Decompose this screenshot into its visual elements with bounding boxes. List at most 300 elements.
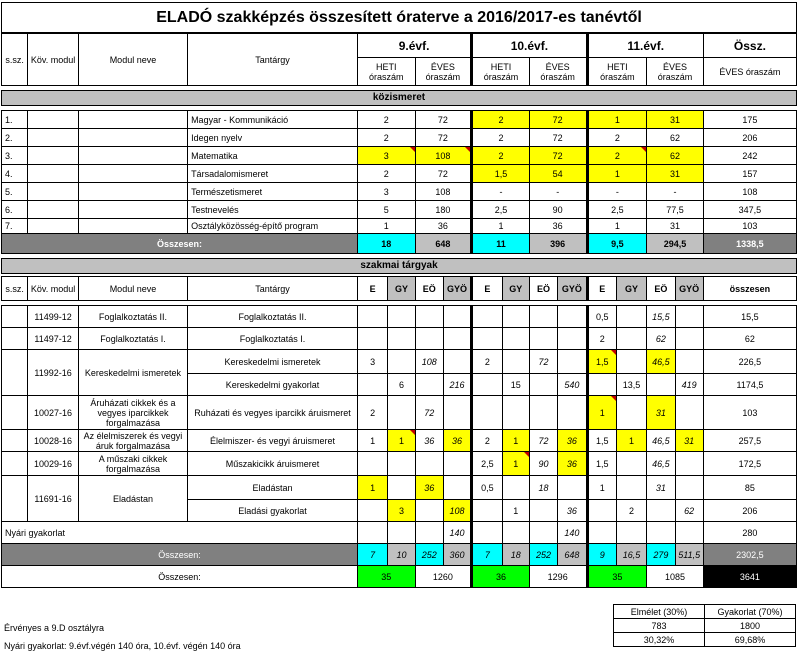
- subject-name: Idegen nyelv: [188, 129, 358, 147]
- hours-cell: 72: [415, 165, 472, 183]
- hours-cell: [529, 500, 557, 522]
- col-header-modul: Modul neve: [78, 34, 187, 86]
- col-header-kov: Köv. modul: [28, 34, 79, 86]
- hours-cell: [529, 522, 557, 544]
- col-header-kov: Köv. modul: [28, 277, 79, 301]
- hours-cell: 18: [529, 476, 557, 500]
- hours-cell: 15,5: [647, 306, 675, 328]
- hours-cell: [388, 328, 415, 350]
- hours-cell: [502, 522, 529, 544]
- modul-cell: [78, 201, 187, 219]
- total-cell: 36: [472, 566, 530, 588]
- hours-cell: [675, 350, 703, 374]
- subject-name: Kereskedelmi ismeretek: [188, 350, 358, 374]
- modul-cell: [78, 219, 187, 234]
- subject-name: Élelmiszer- és vegyi áruismeret: [188, 430, 358, 452]
- hours-cell: 216: [443, 374, 471, 396]
- curriculum-table-body: [2, 34, 797, 588]
- col-header-ssz: s.sz.: [2, 277, 28, 301]
- hours-cell: 13,5: [616, 374, 646, 396]
- hours-cell: [587, 522, 616, 544]
- hours-cell: [675, 476, 703, 500]
- gyakorlat-pct: 69,68%: [705, 633, 796, 647]
- subject-name: Kereskedelmi gyakorlat: [188, 374, 358, 396]
- col-header-type: GYÖ: [675, 277, 703, 301]
- hours-cell: 5: [357, 201, 415, 219]
- hours-cell: [388, 522, 415, 544]
- note-class: Érvényes a 9.D osztályra: [4, 623, 105, 633]
- row-number: [2, 306, 28, 328]
- kov-modul-cell: [28, 165, 79, 183]
- hours-cell: 2: [357, 111, 415, 129]
- module-name: Foglalkoztatás II.: [78, 306, 187, 328]
- hours-cell: 242: [703, 147, 796, 165]
- hours-cell: -: [647, 183, 704, 201]
- hours-cell: [616, 328, 646, 350]
- subject-name: Foglalkoztatás II.: [188, 306, 358, 328]
- hours-cell: 280: [703, 522, 796, 544]
- hours-cell: [647, 500, 675, 522]
- hours-cell: 62: [647, 129, 704, 147]
- hours-cell: 206: [703, 129, 796, 147]
- hours-cell: 31: [647, 165, 704, 183]
- col-header-type: GY: [616, 277, 646, 301]
- hours-cell: 1: [502, 452, 529, 476]
- hours-cell: 172,5: [703, 452, 796, 476]
- hours-cell: [529, 396, 557, 430]
- hours-cell: 46,5: [647, 350, 675, 374]
- hours-cell: 2: [472, 147, 530, 165]
- hours-cell: 108: [415, 183, 472, 201]
- hours-cell: [502, 476, 529, 500]
- hours-cell: 2: [472, 111, 530, 129]
- row-number: 4.: [2, 165, 28, 183]
- hours-cell: 2: [472, 430, 502, 452]
- total-label: Összesen:: [2, 234, 358, 254]
- row-number: [2, 452, 28, 476]
- hours-cell: 2: [587, 129, 647, 147]
- hours-cell: [443, 452, 471, 476]
- total-cell: 7: [472, 544, 502, 566]
- hours-cell: [415, 328, 443, 350]
- hours-cell: [388, 476, 415, 500]
- hours-cell: 31: [647, 111, 704, 129]
- hours-cell: 1: [587, 476, 616, 500]
- hours-cell: -: [529, 183, 587, 201]
- hours-cell: 1: [502, 430, 529, 452]
- hours-cell: [472, 522, 502, 544]
- row-number: 3.: [2, 147, 28, 165]
- subject-name: Magyar - Kommunikáció: [188, 111, 358, 129]
- hours-cell: 36: [415, 476, 443, 500]
- hours-cell: [415, 306, 443, 328]
- module-code: 11691-16: [28, 476, 79, 522]
- col-header-evf10: 10.évf.: [472, 34, 587, 58]
- hours-cell: 2: [616, 500, 646, 522]
- module-code: 11992-16: [28, 350, 79, 396]
- row-number: 7.: [2, 219, 28, 234]
- subject-name: Eladástan: [188, 476, 358, 500]
- hours-cell: 180: [415, 201, 472, 219]
- footer: [0, 600, 798, 662]
- kov-modul-cell: [28, 183, 79, 201]
- hours-cell: [415, 500, 443, 522]
- hours-cell: 72: [529, 147, 587, 165]
- subject-name: Ruházati és vegyes iparcikk áruismeret: [188, 396, 358, 430]
- hours-cell: 90: [529, 452, 557, 476]
- hours-cell: 46,5: [647, 430, 675, 452]
- hours-cell: 2: [357, 129, 415, 147]
- hours-cell: 62: [647, 328, 675, 350]
- hours-cell: 6: [388, 374, 415, 396]
- hours-cell: 1: [357, 476, 387, 500]
- col-header-type: GY: [502, 277, 529, 301]
- hours-cell: 62: [675, 500, 703, 522]
- hours-cell: 175: [703, 111, 796, 129]
- elmelet-hours: 783: [614, 619, 705, 633]
- kov-modul-cell: [28, 129, 79, 147]
- total-cell: 3641: [703, 566, 796, 588]
- gyakorlat-hours: 1800: [705, 619, 796, 633]
- module-code: 11497-12: [28, 328, 79, 350]
- total-cell: 7: [357, 544, 387, 566]
- col-header-type: EÖ: [529, 277, 557, 301]
- hours-cell: 2,5: [472, 452, 502, 476]
- module-name: Áruházati cikkek és a vegyes iparcikkek forgalmazása: [78, 396, 187, 430]
- row-number: [2, 328, 28, 350]
- row-number: [2, 396, 28, 430]
- module-code: 11499-12: [28, 306, 79, 328]
- hours-cell: 72: [415, 111, 472, 129]
- col-header-tantargy: Tantárgy: [188, 277, 358, 301]
- hours-cell: [357, 500, 387, 522]
- total-cell: 11: [472, 234, 530, 254]
- hours-cell: [357, 374, 387, 396]
- hours-cell: [443, 396, 471, 430]
- col-header-eves: ÉVES óraszám: [647, 58, 704, 86]
- note-summer-practice: Nyári gyakorlat: 9.évf.végén 140 óra, 10.évf. végén 140 óra: [4, 641, 241, 651]
- hours-cell: [388, 452, 415, 476]
- modul-cell: [78, 183, 187, 201]
- hours-cell: 31: [647, 476, 675, 500]
- hours-cell: 36: [415, 430, 443, 452]
- hours-cell: 36: [529, 219, 587, 234]
- hours-cell: 140: [443, 522, 471, 544]
- hours-cell: [587, 500, 616, 522]
- hours-cell: [529, 328, 557, 350]
- total-cell: 35: [357, 566, 415, 588]
- hours-cell: [357, 306, 387, 328]
- col-header-total: összesen: [703, 277, 796, 301]
- hours-cell: 72: [529, 350, 557, 374]
- total-cell: 1260: [415, 566, 472, 588]
- hours-cell: 77,5: [647, 201, 704, 219]
- hours-cell: [675, 306, 703, 328]
- hours-cell: [616, 522, 646, 544]
- row-number: [2, 476, 28, 522]
- subject-name: Természetismeret: [188, 183, 358, 201]
- hours-cell: [388, 396, 415, 430]
- elmelet-label: Elmélet (30%): [614, 605, 705, 619]
- total-cell: 396: [529, 234, 587, 254]
- hours-cell: 2: [472, 350, 502, 374]
- hours-cell: [472, 306, 502, 328]
- hours-cell: 103: [703, 219, 796, 234]
- subject-name: Foglalkoztatás I.: [188, 328, 358, 350]
- total-cell: 511,5: [675, 544, 703, 566]
- subject-name: Matematika: [188, 147, 358, 165]
- hours-cell: [647, 522, 675, 544]
- subject-name: Társadalomismeret: [188, 165, 358, 183]
- hours-cell: [415, 452, 443, 476]
- col-header-type: GY: [388, 277, 415, 301]
- page-title: ELADÓ szakképzés összesített óraterve a 2016/2017-es tanévtől: [1, 2, 797, 33]
- row-number: 6.: [2, 201, 28, 219]
- hours-cell: [443, 306, 471, 328]
- module-name: Kereskedelmi ismeretek: [78, 350, 187, 396]
- hours-cell: 36: [415, 219, 472, 234]
- col-header-eves: ÉVES óraszám: [703, 58, 796, 86]
- hours-cell: 2,5: [472, 201, 530, 219]
- col-header-type: EÖ: [647, 277, 675, 301]
- hours-cell: 1: [388, 430, 415, 452]
- hours-cell: [616, 306, 646, 328]
- elmelet-pct: 30,32%: [614, 633, 705, 647]
- col-header-evf9: 9.évf.: [357, 34, 471, 58]
- gyakorlat-label: Gyakorlat (70%): [705, 605, 796, 619]
- hours-cell: [647, 374, 675, 396]
- total-cell: 252: [529, 544, 557, 566]
- hours-cell: 0,5: [472, 476, 502, 500]
- total-label: Összesen:: [2, 566, 358, 588]
- hours-cell: [443, 328, 471, 350]
- hours-cell: 3: [357, 147, 415, 165]
- hours-cell: 36: [558, 500, 587, 522]
- col-header-type: EÖ: [415, 277, 443, 301]
- hours-cell: [357, 522, 387, 544]
- total-cell: 1085: [647, 566, 704, 588]
- hours-cell: [616, 396, 646, 430]
- row-number: [2, 430, 28, 452]
- hours-cell: 46,5: [647, 452, 675, 476]
- kov-modul-cell: [28, 111, 79, 129]
- hours-cell: [616, 452, 646, 476]
- col-header-modul: Modul neve: [78, 277, 187, 301]
- module-name: A műszaki cikkek forgalmazása: [78, 452, 187, 476]
- col-header-type: E: [587, 277, 616, 301]
- hours-cell: [675, 522, 703, 544]
- col-header-heti: HETI óraszám: [587, 58, 647, 86]
- hours-cell: [388, 350, 415, 374]
- hours-cell: [415, 374, 443, 396]
- hours-cell: 31: [675, 430, 703, 452]
- hours-cell: 103: [703, 396, 796, 430]
- hours-cell: 2: [587, 147, 647, 165]
- hours-cell: [675, 396, 703, 430]
- hours-cell: -: [472, 183, 530, 201]
- col-header-heti: HETI óraszám: [357, 58, 415, 86]
- col-header-eves: ÉVES óraszám: [415, 58, 472, 86]
- module-code: 10027-16: [28, 396, 79, 430]
- total-cell: 10: [388, 544, 415, 566]
- total-cell: 9,5: [587, 234, 647, 254]
- hours-cell: 1: [357, 430, 387, 452]
- hours-cell: [472, 328, 502, 350]
- hours-cell: [357, 452, 387, 476]
- hours-cell: 36: [558, 430, 587, 452]
- total-label: Összesen:: [2, 544, 358, 566]
- hours-cell: [558, 350, 587, 374]
- total-cell: 360: [443, 544, 471, 566]
- col-header-type: E: [472, 277, 502, 301]
- module-code: 10029-16: [28, 452, 79, 476]
- total-cell: 279: [647, 544, 675, 566]
- hours-cell: 15: [502, 374, 529, 396]
- module-name: Foglalkoztatás I.: [78, 328, 187, 350]
- hours-cell: [502, 328, 529, 350]
- curriculum-sheet: [1, 2, 797, 588]
- hours-cell: 1: [357, 219, 415, 234]
- hours-cell: 1,5: [587, 452, 616, 476]
- hours-cell: 90: [529, 201, 587, 219]
- col-header-type: GYÖ: [443, 277, 471, 301]
- row-number: 5.: [2, 183, 28, 201]
- row-number: 2.: [2, 129, 28, 147]
- col-header-eves: ÉVES óraszám: [529, 58, 587, 86]
- hours-cell: 140: [558, 522, 587, 544]
- hours-cell: [357, 328, 387, 350]
- hours-cell: 72: [529, 129, 587, 147]
- module-code: 10028-16: [28, 430, 79, 452]
- hours-cell: 31: [647, 219, 704, 234]
- section-kozismeret: közismeret: [2, 91, 797, 106]
- col-header-ossz: Össz.: [703, 34, 796, 58]
- nyari-label: Nyári gyakorlat: [2, 522, 358, 544]
- hours-cell: 72: [415, 129, 472, 147]
- subject-name: Testnevelés: [188, 201, 358, 219]
- hours-cell: 257,5: [703, 430, 796, 452]
- subject-name: Műszakicikk áruismeret: [188, 452, 358, 476]
- total-cell: 648: [558, 544, 587, 566]
- modul-cell: [78, 111, 187, 129]
- hours-cell: [502, 396, 529, 430]
- hours-cell: 226,5: [703, 350, 796, 374]
- hours-cell: 1,5: [472, 165, 530, 183]
- hours-cell: 206: [703, 500, 796, 522]
- hours-cell: 72: [415, 396, 443, 430]
- hours-cell: [558, 328, 587, 350]
- hours-cell: [675, 328, 703, 350]
- hours-cell: -: [587, 183, 647, 201]
- hours-cell: 1: [472, 219, 530, 234]
- row-number: [2, 350, 28, 396]
- modul-cell: [78, 147, 187, 165]
- curriculum-table: [1, 33, 797, 588]
- total-cell: 2302,5: [703, 544, 796, 566]
- hours-cell: [616, 350, 646, 374]
- hours-cell: 157: [703, 165, 796, 183]
- hours-cell: 62: [647, 147, 704, 165]
- hours-cell: [502, 350, 529, 374]
- hours-cell: [558, 476, 587, 500]
- total-cell: 9: [587, 544, 616, 566]
- hours-cell: 108: [415, 350, 443, 374]
- total-cell: 294,5: [647, 234, 704, 254]
- hours-cell: [529, 306, 557, 328]
- hours-cell: 1: [587, 165, 647, 183]
- total-cell: 18: [357, 234, 415, 254]
- hours-cell: [415, 522, 443, 544]
- hours-cell: [558, 306, 587, 328]
- hours-cell: 0,5: [587, 306, 616, 328]
- hours-cell: 1: [616, 430, 646, 452]
- hours-cell: 1174,5: [703, 374, 796, 396]
- hours-cell: 3: [357, 183, 415, 201]
- hours-cell: 540: [558, 374, 587, 396]
- hours-cell: 62: [703, 328, 796, 350]
- hours-cell: [388, 306, 415, 328]
- hours-cell: [502, 306, 529, 328]
- kov-modul-cell: [28, 147, 79, 165]
- total-cell: 18: [502, 544, 529, 566]
- hours-cell: 1: [587, 111, 647, 129]
- hours-cell: 347,5: [703, 201, 796, 219]
- subject-name: Osztályközösség-építő program: [188, 219, 358, 234]
- section-szakmai: szakmai tárgyak: [2, 259, 797, 274]
- col-header-evf11: 11.évf.: [587, 34, 703, 58]
- hours-cell: 2: [357, 396, 387, 430]
- kov-modul-cell: [28, 201, 79, 219]
- total-cell: 648: [415, 234, 472, 254]
- hours-cell: 2: [587, 328, 616, 350]
- hours-cell: 15,5: [703, 306, 796, 328]
- total-cell: 252: [415, 544, 443, 566]
- subject-name: Eladási gyakorlat: [188, 500, 358, 522]
- hours-cell: 108: [703, 183, 796, 201]
- hours-cell: 2: [357, 165, 415, 183]
- col-header-type: GYÖ: [558, 277, 587, 301]
- hours-cell: [443, 476, 471, 500]
- hours-cell: [472, 396, 502, 430]
- hours-cell: 36: [558, 452, 587, 476]
- hours-cell: 1,5: [587, 350, 616, 374]
- row-number: 1.: [2, 111, 28, 129]
- hours-cell: 85: [703, 476, 796, 500]
- hours-cell: 108: [443, 500, 471, 522]
- hours-cell: [472, 374, 502, 396]
- hours-cell: 2: [472, 129, 530, 147]
- ratio-table: [613, 604, 796, 647]
- hours-cell: [529, 374, 557, 396]
- hours-cell: [558, 396, 587, 430]
- hours-cell: 1: [502, 500, 529, 522]
- total-cell: 35: [587, 566, 647, 588]
- hours-cell: 1: [587, 396, 616, 430]
- hours-cell: 54: [529, 165, 587, 183]
- hours-cell: [587, 374, 616, 396]
- col-header-ssz: s.sz.: [2, 34, 28, 86]
- hours-cell: 31: [647, 396, 675, 430]
- hours-cell: [675, 452, 703, 476]
- kov-modul-cell: [28, 219, 79, 234]
- hours-cell: 2,5: [587, 201, 647, 219]
- hours-cell: 72: [529, 111, 587, 129]
- hours-cell: [443, 350, 471, 374]
- modul-cell: [78, 165, 187, 183]
- module-name: Eladástan: [78, 476, 187, 522]
- modul-cell: [78, 129, 187, 147]
- col-header-heti: HETI óraszám: [472, 58, 530, 86]
